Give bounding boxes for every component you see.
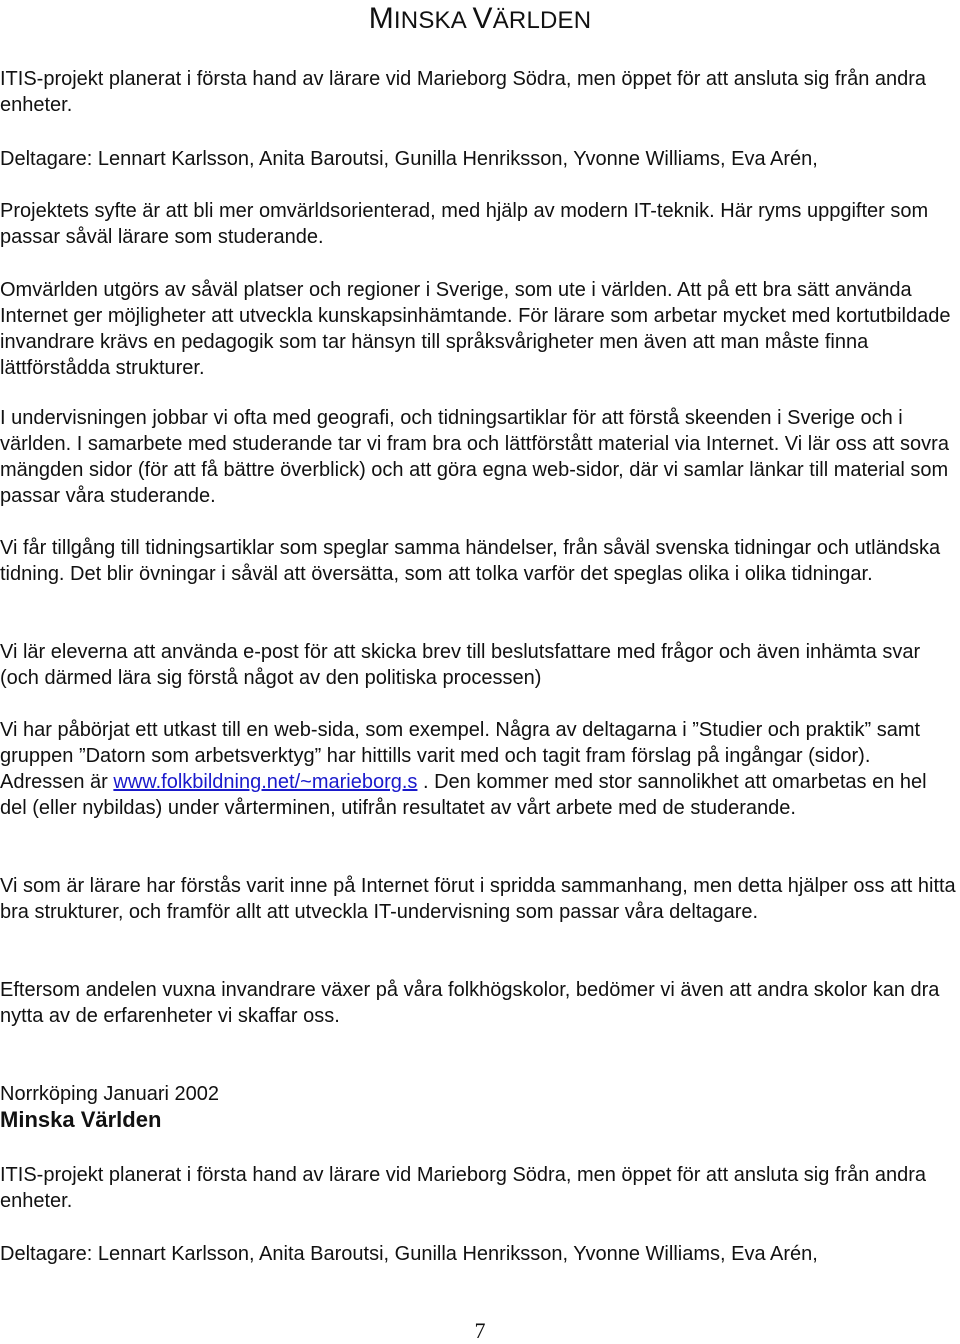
title-initial-1: M <box>368 2 394 35</box>
website-link[interactable]: www.folkbildning.net/~marieborg.s <box>113 771 418 793</box>
email-paragraph: Vi lär eleverna att använda e-post för att skicka brev till beslutsfattare med frågor och även inhämta svar (och därmed lära sig förstå något av den politiska processen) <box>0 641 921 689</box>
intro-paragraph-1: ITIS-projekt planerat i första hand av lärare vid Marieborg Södra, men öppet för att ansluta sig från andra enheter. <box>0 68 927 116</box>
title-rest-1: INSKA <box>393 7 473 34</box>
newspapers-paragraph: Vi får tillgång till tidningsartiklar som speglar samma händelser, från såväl svenska tidningar och utländska tidning. Det blir övningar i såväl att översätta, som att tolka varför det speglas olika i olika tidningar. <box>0 537 941 585</box>
place-date: Norrköping Januari 2002 <box>0 1083 220 1105</box>
website-paragraph <box>0 717 958 821</box>
title-rest-2: ÄRLDEN <box>492 7 592 34</box>
immigrants-paragraph: Eftersom andelen vuxna invandrare växer på våra folkhögskolor, bedömer vi även att andra skolor kan dra nytta av de erfarenheter vi skaffar oss. <box>0 979 940 1027</box>
teaching-paragraph: I undervisningen jobbar vi ofta med geografi, och tidningsartiklar för att förstå skeenden i Sverige och i världen. I samarbete med studerande tar vi fram bra och lättförstått material via Internet. Vi lär oss att sovra mängden sidor (för att få bättre överblick) och att göra egna web-sidor, där vi samlar länkar till material som passar våra studerande. <box>0 407 949 507</box>
participants-paragraph: Deltagare: Lennart Karlsson, Anita Baroutsi, Gunilla Henriksson, Yvonne Williams, Eva Arén, <box>0 148 818 170</box>
page-title <box>0 2 960 36</box>
teachers-paragraph: Vi som är lärare har förstås varit inne på Internet förut i spridda sammanhang, men detta hjälper oss att hitta bra strukturer, och framför allt att utveckla IT-undervisning som passar våra deltagare. <box>0 875 956 923</box>
website-text-after: . Den kommer med stor sannolikhet att omarbetas en hel del (eller nybildas) under vårterminen, utifrån resultatet av vårt arbete med de studerande. <box>0 771 927 819</box>
repeat-intro-paragraph: ITIS-projekt planerat i första hand av lärare vid Marieborg Södra, men öppet för att ansluta sig från andra enheter. <box>0 1164 927 1212</box>
title-initial-2: V <box>472 2 493 35</box>
purpose-paragraph: Projektets syfte är att bli mer omvärldsorienterad, med hjälp av modern IT-teknik. Här ryms uppgifter som passar såväl lärare som studerande. <box>0 200 929 248</box>
repeat-participants-paragraph: Deltagare: Lennart Karlsson, Anita Baroutsi, Gunilla Henriksson, Yvonne Williams, Eva Arén, <box>0 1243 818 1265</box>
world-paragraph: Omvärlden utgörs av såväl platser och regioner i Sverige, som ute i världen. Att på ett bra sätt använda Internet ger möjligheter att utveckla kunskapsinhämtande. För lärare som arbetar mycket med kortutbildade invandrare krävs en pedagogik som tar hänsyn till språksvårigheter men även att man måste finna lättförstådda strukturer. <box>0 279 951 379</box>
page-number: 7 <box>474 1318 486 1343</box>
website-text-before: Vi har påbörjat ett utkast till en web-sida, som exempel. Några av deltagarna i ”Studier och praktik” samt gruppen ”Datorn som arbetsverktyg” har hittills varit med och tagit fram förslag på ingångar (sidor). Adressen är <box>0 719 921 793</box>
section-heading: Minska Världen <box>0 1107 162 1132</box>
